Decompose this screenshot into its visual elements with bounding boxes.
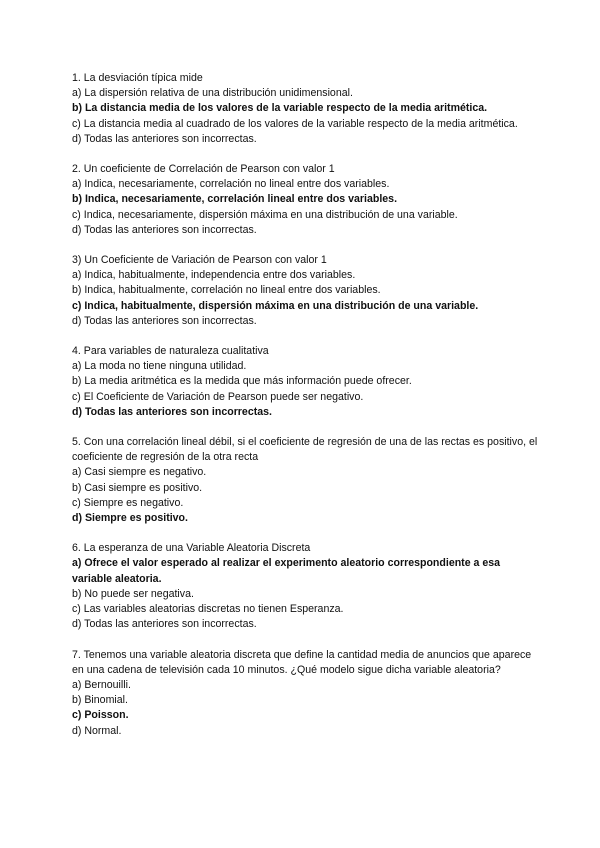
answer-option: a) Indica, necesariamente, correlación no lineal entre dos variables. bbox=[72, 178, 390, 191]
answer-option-correct: c) Indica, habitualmente, dispersión máxima en una distribución de una variable. bbox=[72, 299, 479, 312]
answer-option: d) Todas las anteriores son incorrectas. bbox=[72, 618, 257, 631]
answer-option-correct: b) La distancia media de los valores de la variable respecto de la media aritmética. bbox=[72, 102, 488, 115]
answer-option: c) Las variables aleatorias discretas no tienen Esperanza. bbox=[72, 603, 344, 616]
answer-option: b) No puede ser negativa. bbox=[72, 587, 194, 600]
question-7 bbox=[72, 648, 542, 739]
answer-option: d) Todas las anteriores son incorrectas. bbox=[72, 314, 257, 327]
question-stem: 5. Con una correlación lineal débil, si el coeficiente de regresión de una de las rectas es positivo, el coeficiente de regresión de la otra recta bbox=[72, 436, 538, 464]
question-1 bbox=[72, 71, 542, 147]
answer-option: c) Siempre es negativo. bbox=[72, 496, 184, 509]
answer-option-correct: c) Poisson. bbox=[72, 709, 129, 722]
document-page bbox=[72, 71, 542, 754]
question-3 bbox=[72, 253, 542, 329]
question-stem: 2. Un coeficiente de Correlación de Pearson con valor 1 bbox=[72, 163, 335, 176]
answer-option: b) Binomial. bbox=[72, 694, 128, 707]
question-stem: 6. La esperanza de una Variable Aleatoria Discreta bbox=[72, 542, 311, 555]
answer-option: b) La media aritmética es la medida que más información puede ofrecer. bbox=[72, 375, 412, 388]
question-5 bbox=[72, 435, 542, 526]
answer-option: a) La moda no tiene ninguna utilidad. bbox=[72, 360, 247, 373]
answer-option: a) Casi siempre es negativo. bbox=[72, 466, 207, 479]
answer-option: b) Casi siempre es positivo. bbox=[72, 481, 203, 494]
answer-option: c) La distancia media al cuadrado de los valores de la variable respecto de la media aritmética. bbox=[72, 117, 518, 130]
answer-option: a) La dispersión relativa de una distribución unidimensional. bbox=[72, 87, 353, 100]
question-stem: 3) Un Coeficiente de Variación de Pearson con valor 1 bbox=[72, 254, 327, 267]
answer-option: a) Bernouilli. bbox=[72, 678, 131, 691]
answer-option: a) Indica, habitualmente, independencia entre dos variables. bbox=[72, 269, 356, 282]
answer-option: b) Indica, habitualmente, correlación no lineal entre dos variables. bbox=[72, 284, 381, 297]
answer-option-correct: d) Todas las anteriores son incorrectas. bbox=[72, 405, 272, 418]
answer-option: d) Todas las anteriores son incorrectas. bbox=[72, 223, 257, 236]
answer-option-correct: d) Siempre es positivo. bbox=[72, 512, 188, 525]
answer-option-correct: b) Indica, necesariamente, correlación lineal entre dos variables. bbox=[72, 193, 398, 206]
answer-option: c) Indica, necesariamente, dispersión máxima en una distribución de una variable. bbox=[72, 208, 458, 221]
question-stem: 1. La desviación típica mide bbox=[72, 72, 203, 84]
question-4 bbox=[72, 344, 542, 420]
question-2 bbox=[72, 162, 542, 238]
answer-option: d) Todas las anteriores son incorrectas. bbox=[72, 132, 257, 145]
question-stem: 4. Para variables de naturaleza cualitativa bbox=[72, 345, 269, 358]
answer-option: d) Normal. bbox=[72, 724, 122, 737]
answer-option-correct: a) Ofrece el valor esperado al realizar el experimento aleatorio correspondiente a esa variable aleatoria. bbox=[72, 557, 501, 585]
answer-option: c) El Coeficiente de Variación de Pearson puede ser negativo. bbox=[72, 390, 364, 403]
question-stem: 7. Tenemos una variable aleatoria discreta que define la cantidad media de anuncios que aparece en una cadena de televisión cada 10 minutos. ¿Qué modelo sigue dicha variable aleatoria? bbox=[72, 648, 532, 676]
question-6 bbox=[72, 541, 542, 632]
